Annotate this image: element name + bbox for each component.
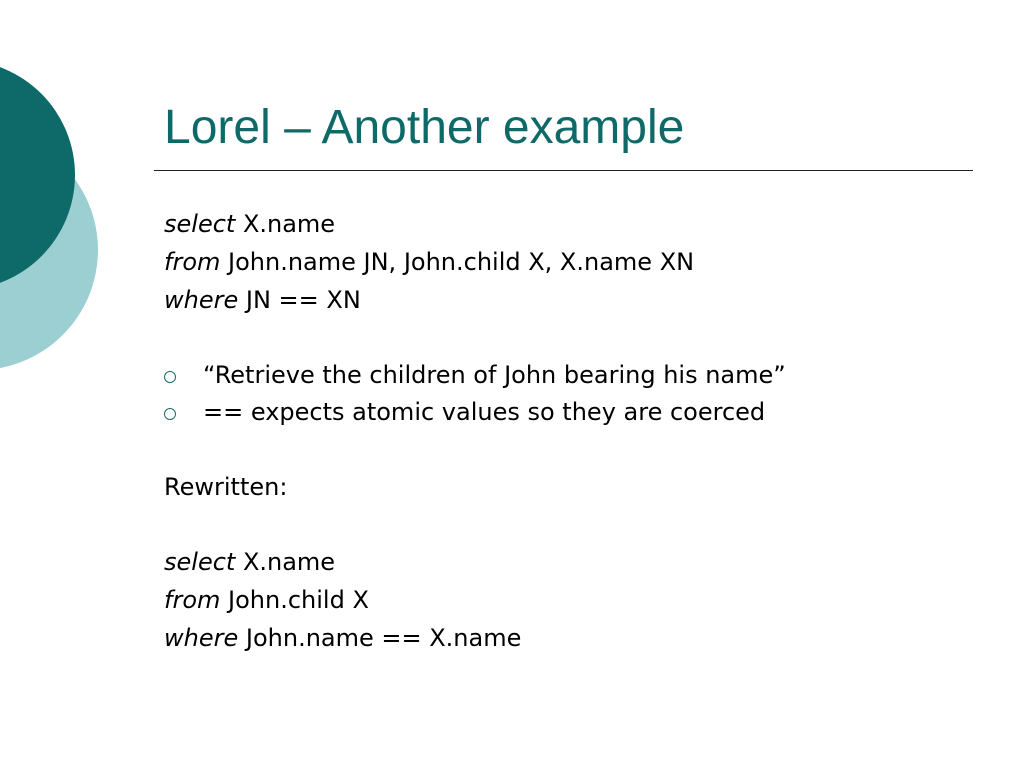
query1-from-line	[164, 247, 694, 277]
select-clause: X.name	[235, 210, 336, 238]
where-clause: JN == XN	[238, 286, 361, 314]
query2-select-line	[164, 547, 335, 577]
decorative-circles	[0, 0, 110, 410]
hollow-circle-bullet-icon	[164, 408, 176, 420]
query1-where-line	[164, 285, 361, 315]
title-underline	[154, 170, 973, 171]
where-keyword: where	[164, 624, 239, 652]
hollow-circle-bullet-icon	[164, 371, 176, 383]
from-keyword: from	[164, 586, 221, 614]
select-clause: X.name	[235, 548, 336, 576]
bullet-item: == expects atomic values so they are coerced	[203, 398, 766, 426]
rewritten-label: Rewritten:	[164, 473, 288, 501]
from-keyword: from	[164, 248, 221, 276]
select-keyword: select	[164, 210, 236, 238]
where-clause: John.name == X.name	[238, 624, 522, 652]
where-keyword: where	[164, 286, 239, 314]
from-clause: John.child X	[220, 586, 369, 614]
slide-title: Lorel – Another example	[164, 101, 685, 154]
query1-select-line	[164, 209, 335, 239]
bullet-item: “Retrieve the children of John bearing his name”	[203, 361, 786, 389]
from-clause: John.name JN, John.child X, X.name XN	[220, 248, 695, 276]
query2-from-line	[164, 585, 369, 615]
select-keyword: select	[164, 548, 236, 576]
query2-where-line	[164, 623, 521, 653]
